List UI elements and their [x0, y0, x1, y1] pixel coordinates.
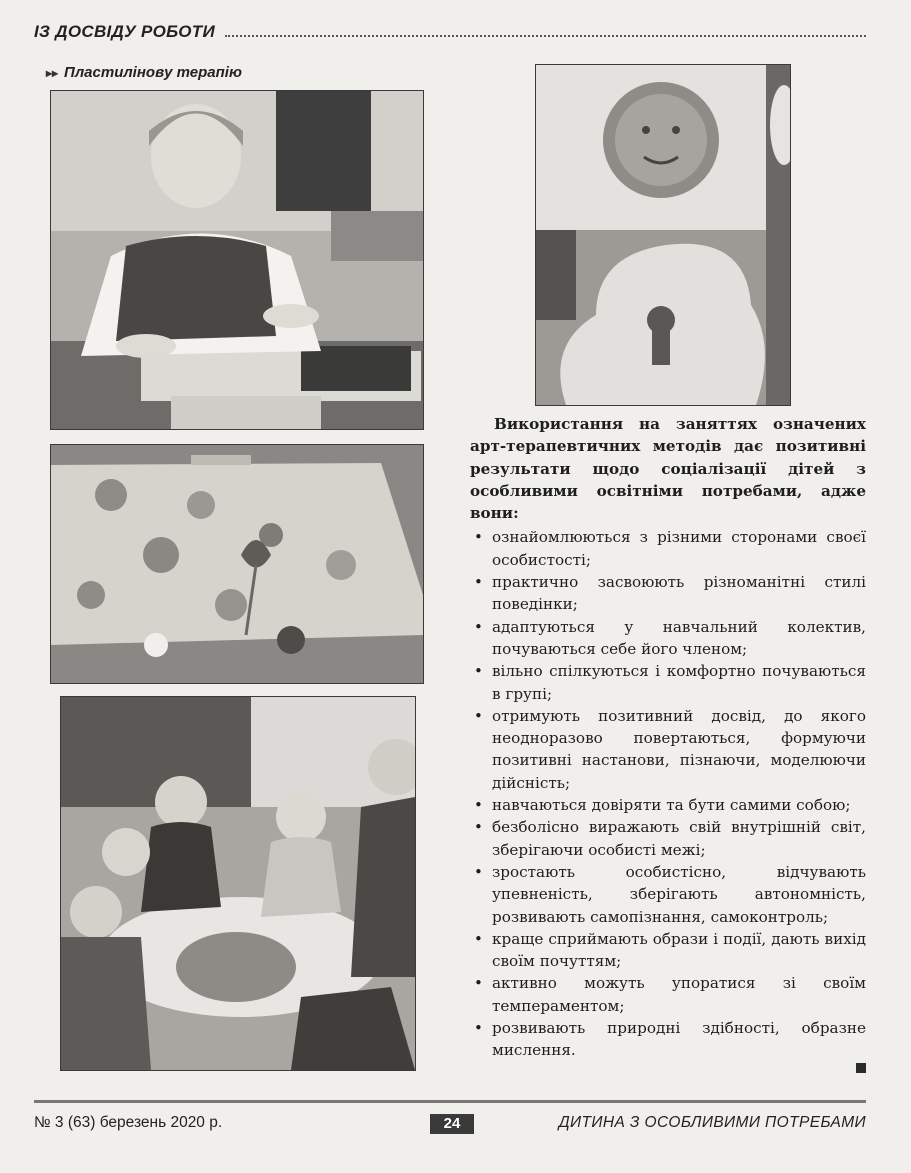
list-item: • отримують позитивний досвід, до якого неодноразово повертаються, формуючи позитивні настанови, пізнаючи, моделюючи дійсність;	[474, 706, 866, 792]
page-number: 24	[430, 1114, 474, 1134]
list-item: • адаптуються у навчальний колектив, почуваються себе його членом;	[474, 617, 866, 658]
subheading	[46, 64, 242, 81]
page-footer	[34, 1114, 866, 1138]
photo-children-group-around-table	[60, 696, 416, 1071]
double-arrow-icon: ▸▸	[46, 66, 59, 80]
list-item: • безболісно виражають свій внутрішній світ, зберігаючи особисті межі;	[474, 818, 866, 859]
bullet-icon: •	[474, 796, 483, 815]
list-item: • практично засвоюють різноманітні стилі поведінки;	[474, 573, 866, 614]
photo-painted-flowers-artwork	[50, 444, 424, 684]
list-item: • розвивають природні здібності, образне мислення.	[474, 1019, 866, 1060]
list-item: • зростають особистісно, відчувають упевненість, зберігають автономність, розвивають самопізнання, самоконтроль;	[474, 862, 866, 926]
page-header	[34, 20, 866, 44]
end-of-article-square-icon	[856, 1063, 866, 1073]
footer-rule	[34, 1100, 866, 1103]
bullet-icon: •	[474, 929, 483, 948]
list-item: • вільно спілкуються і комфортно почуваються в групі;	[474, 662, 866, 703]
issue-info: № 3 (63) березень 2020 р.	[34, 1114, 223, 1131]
journal-title: ДИТИНА З ОСОБЛИВИМИ ПОТРЕБАМИ	[558, 1114, 866, 1131]
bullet-icon: •	[474, 1019, 483, 1038]
bullet-icon: •	[474, 573, 483, 592]
header-dotted-rule	[225, 35, 866, 37]
bullet-icon: •	[474, 706, 483, 725]
bullet-icon: •	[474, 662, 483, 681]
photo-girl-at-desk	[50, 90, 424, 430]
bullet-icon: •	[474, 818, 483, 837]
section-title: ІЗ ДОСВІДУ РОБОТИ	[34, 22, 215, 41]
article-text	[470, 413, 866, 1062]
article-intro: Використання на заняттях означених арт-терапевтичних методів дає позитивні результати щодо соціалізації дітей з особливими освітніми потребами, адже вони:	[470, 415, 866, 523]
list-item: • навчаються довіряти та бути самими собою;	[470, 794, 866, 816]
bullet-icon: •	[474, 862, 483, 881]
list-item: • краще сприймають образи і події, дають вихід своїм почуттям;	[474, 929, 866, 971]
bullet-icon: •	[474, 528, 483, 547]
list-item: • активно можуть упоратися зі своїм темпераментом;	[474, 974, 866, 1015]
list-item: • ознайомлюються з різними сторонами своєї особистості;	[474, 528, 866, 569]
benefits-list	[470, 526, 866, 1061]
subheading-text: Пластиліновy терапію	[64, 64, 242, 81]
bullet-icon: •	[474, 617, 483, 636]
photo-classroom-sun-wall-display	[535, 64, 791, 406]
bullet-icon: •	[474, 974, 483, 993]
